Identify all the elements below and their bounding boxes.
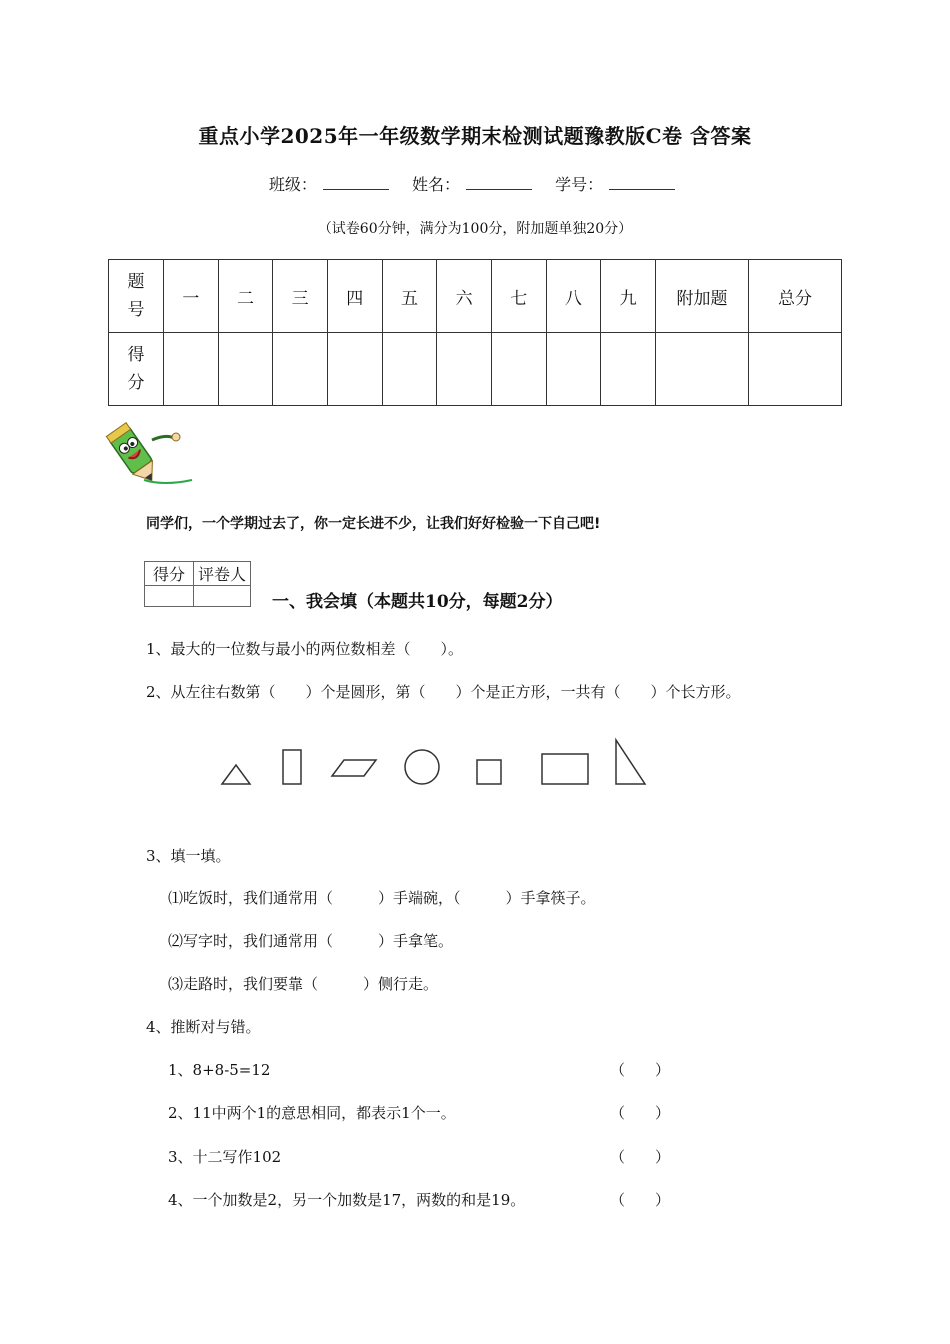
question-1: 1、最大的一位数与最小的两位数相差（ ）。 <box>146 640 464 658</box>
section-1-title: 一、我会填（本题共10分，每题2分） <box>272 592 563 612</box>
column-header: 五 <box>382 260 437 333</box>
question-4: 4、推断对与错。 <box>146 1018 261 1036</box>
pencil-mascot-icon <box>104 420 194 490</box>
class-field[interactable] <box>323 175 389 190</box>
name-label: 姓名： <box>412 175 538 194</box>
question-3-3: ⑶走路时，我们要靠（ ）侧行走。 <box>168 975 439 993</box>
column-header: 四 <box>327 260 382 333</box>
judge-answer-paren[interactable]: （ ） <box>610 1061 671 1079</box>
id-field[interactable] <box>609 175 675 190</box>
column-header: 三 <box>273 260 328 333</box>
long-rectangle-shape <box>542 754 588 784</box>
judge-item: 4、一个加数是2，另一个加数是17，两数的和是19。 <box>168 1191 526 1209</box>
score-cell[interactable] <box>437 333 492 406</box>
score-cell[interactable] <box>656 333 749 406</box>
score-cell[interactable] <box>164 333 219 406</box>
id-label: 学号： <box>555 175 681 194</box>
page-title: 重点小学2025年一年级数学期末检测试题豫教版C卷 含答案 <box>198 124 752 148</box>
grader-name-label: 评卷人 <box>194 562 251 586</box>
score-row-label: 得 分 <box>109 333 164 406</box>
score-table-score-row <box>109 333 842 406</box>
column-header: 二 <box>218 260 273 333</box>
score-cell[interactable] <box>749 333 842 406</box>
question-3-1: ⑴吃饭时，我们通常用（ ）手端碗，（ ）手拿筷子。 <box>168 889 596 907</box>
column-header: 八 <box>546 260 601 333</box>
score-cell[interactable] <box>601 333 656 406</box>
grader-score-cell[interactable] <box>145 586 194 607</box>
name-field[interactable] <box>466 175 532 190</box>
square-shape <box>477 760 501 784</box>
score-cell[interactable] <box>382 333 437 406</box>
grader-score-label: 得分 <box>145 562 194 586</box>
score-cell[interactable] <box>273 333 328 406</box>
score-table-header-row <box>109 260 842 333</box>
judge-item: 2、11中两个1的意思相同，都表示1个一。 <box>168 1104 456 1122</box>
question-3-2: ⑵写字时，我们通常用（ ）手拿笔。 <box>168 932 454 950</box>
judge-answer-paren[interactable]: （ ） <box>610 1191 671 1209</box>
judge-answer-paren[interactable]: （ ） <box>610 1104 671 1122</box>
intro-text: 同学们，一个学期过去了，你一定长进不少，让我们好好检验一下自己吧! <box>146 516 601 532</box>
question-3: 3、填一填。 <box>146 847 231 865</box>
score-table <box>108 259 842 406</box>
grader-table <box>144 561 251 607</box>
column-header: 七 <box>491 260 546 333</box>
header-row-label: 题 号 <box>109 260 164 333</box>
judge-answer-paren[interactable]: （ ） <box>610 1148 671 1166</box>
class-label: 班级： <box>269 175 395 194</box>
shapes-figure <box>210 732 670 802</box>
rectangle-shape <box>283 750 301 784</box>
judge-item: 1、8+8-5=12 <box>168 1061 271 1079</box>
triangle-shape <box>222 765 250 784</box>
score-cell[interactable] <box>218 333 273 406</box>
column-header: 九 <box>601 260 656 333</box>
score-cell[interactable] <box>327 333 382 406</box>
exam-note: （试卷60分钟，满分为100分，附加题单独20分） <box>317 221 633 237</box>
grader-name-cell[interactable] <box>194 586 251 607</box>
score-cell[interactable] <box>491 333 546 406</box>
parallelogram-shape <box>332 760 376 776</box>
right-triangle-shape <box>616 740 645 784</box>
column-header: 总分 <box>749 260 842 333</box>
column-header: 一 <box>164 260 219 333</box>
column-header: 六 <box>437 260 492 333</box>
student-info <box>0 172 950 195</box>
column-header: 附加题 <box>656 260 749 333</box>
score-cell[interactable] <box>546 333 601 406</box>
circle-shape <box>405 750 439 784</box>
judge-item: 3、十二写作102 <box>168 1148 282 1166</box>
question-2: 2、从左往右数第（ ）个是圆形，第（ ）个是正方形，一共有（ ）个长方形。 <box>146 683 741 701</box>
